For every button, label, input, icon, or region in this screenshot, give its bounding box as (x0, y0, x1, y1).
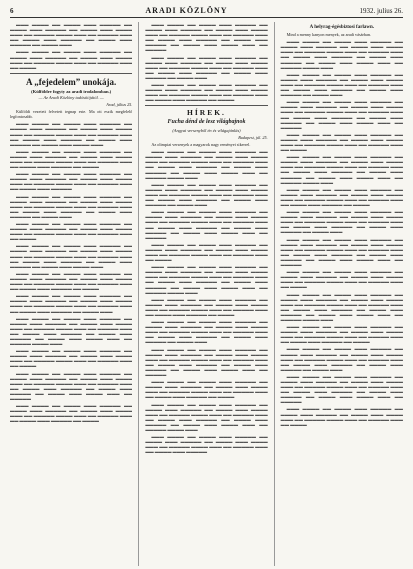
article-text-block: ▬▬▬ ▬▬▬▬ ▬▬ ▬▬▬▬ ▬▬▬ ▬▬▬▬▬ ▬▬ ▬▬▬▬ ▬▬▬ ▬▬▬▬▬ ▬▬ ▬▬▬▬ ▬▬▬ ▬▬▬▬ ▬▬▬ ▬▬ ▬▬▬▬▬ ▬▬▬▬ ▬▬▬ ▬▬ ▬▬▬▬▬ ▬▬▬ ▬▬ ▬▬▬▬ ▬▬▬ ▬▬▬▬▬ ▬▬ ▬▬▬▬ ▬▬▬ ▬▬▬▬▬ ▬▬ ▬▬▬▬ ▬▬▬ ▬▬▬▬ ▬▬▬ ▬▬ ▬▬▬▬▬ ▬▬▬▬ ▬▬▬ ▬▬▬ ▬▬▬▬ ▬▬ ▬▬▬▬ ▬▬▬ ▬▬▬▬▬ ▬▬ ▬▬▬▬ ▬▬▬ ▬▬▬▬▬ ▬▬ ▬▬▬▬ ▬▬▬ ▬▬▬▬ ▬▬▬ ▬▬ ▬▬▬▬▬ ▬▬▬▬ ▬▬▬ ▬▬ ▬▬▬▬▬ ▬▬▬ ▬▬ ▬▬▬▬ ▬▬▬ ▬▬▬▬▬ ▬▬ ▬▬▬▬ ▬▬▬ ▬▬▬▬▬ ▬▬ ▬▬▬▬ ▬▬▬ ▬▬▬ ▬▬▬▬ ▬▬ ▬▬▬▬ ▬▬▬ ▬▬▬▬▬ ▬▬ ▬▬▬▬ ▬▬▬ ▬▬▬▬▬ ▬▬ ▬▬▬▬ ▬▬▬ ▬▬▬▬ ▬▬▬ ▬▬ ▬▬▬▬▬ ▬▬▬▬ ▬▬▬ ▬▬ ▬▬▬▬▬ ▬▬▬ ▬▬ ▬▬▬▬ ▬▬▬ ▬▬▬▬▬ ▬▬ ▬▬▬▬ ▬▬▬ ▬▬▬▬▬ ▬▬ ▬▬▬▬ ▬▬▬ ▬▬▬▬ ▬▬▬ ▬▬ ▬▬▬▬▬ ▬▬▬ ▬▬▬▬ ▬▬ ▬▬▬▬ ▬▬▬ ▬▬▬▬▬ ▬▬ ▬▬▬▬ ▬▬▬ ▬▬▬▬▬ ▬▬ ▬▬▬▬ ▬▬▬ ▬▬▬▬ ▬▬▬ ▬▬ ▬▬▬▬▬ ▬▬▬▬ ▬▬▬ ▬▬ ▬▬▬▬▬ ▬▬▬ ▬▬ ▬▬▬▬ ▬▬▬ ▬▬▬▬ ▬▬ ▬▬▬▬ ▬▬▬ ▬▬▬▬▬ ▬▬ ▬▬▬▬ ▬▬▬ ▬▬▬▬▬ ▬▬ ▬▬▬▬ ▬▬▬ ▬▬▬▬ ▬▬▬ ▬▬ ▬▬▬▬▬ ▬▬▬▬ ▬▬▬ ▬▬ ▬▬▬▬▬ ▬▬▬ ▬▬ ▬▬▬▬ ▬▬▬ ▬▬▬▬▬ ▬▬ ▬▬▬▬ ▬▬▬ ▬▬▬▬▬ ▬▬ ▬▬▬▬ ▬▬▬ ▬▬▬▬ ▬▬▬ ▬▬ ▬▬▬▬▬ ▬▬▬▬ ▬▬▬ ▬▬▬ ▬▬▬▬ ▬▬ ▬▬▬▬ ▬▬▬ ▬▬▬▬▬ ▬▬ ▬▬▬▬ ▬▬▬ ▬▬▬▬▬ ▬▬ ▬▬▬▬ ▬▬▬ ▬▬▬▬ ▬▬▬ ▬▬ ▬▬▬▬▬ ▬▬▬▬ ▬▬▬ ▬▬ ▬▬▬▬▬ ▬▬▬ ▬▬ ▬▬▬▬ ▬▬▬ ▬▬▬▬▬ ▬▬ ▬▬▬▬ ▬▬▬ ▬▬▬▬ ▬▬ ▬▬▬▬ ▬▬▬ ▬▬▬▬▬ ▬▬ ▬▬▬▬ ▬▬▬ ▬▬▬▬▬ ▬▬ ▬▬▬▬ ▬▬▬ ▬▬▬▬ ▬▬▬ ▬▬ ▬▬▬▬▬ ▬▬▬▬ ▬▬▬ ▬▬ ▬▬▬▬▬ ▬▬▬ ▬▬ ▬▬▬▬ ▬▬▬ ▬▬▬▬▬ ▬▬ ▬▬▬▬ ▬▬▬ ▬▬▬▬▬ ▬▬ ▬▬▬▬ ▬▬▬ ▬▬▬ ▬▬▬▬ ▬▬ ▬▬▬▬ ▬▬▬ ▬▬▬▬▬ ▬▬ ▬▬▬▬ ▬▬▬ ▬▬▬▬▬ ▬▬ ▬▬▬▬ ▬▬▬ ▬▬▬▬ ▬▬▬ ▬▬ ▬▬▬▬▬ ▬▬▬▬ ▬▬▬ ▬▬ ▬▬▬▬▬ ▬▬▬ ▬▬ ▬▬▬▬ ▬▬▬ ▬▬▬▬▬ ▬▬ ▬▬▬▬ ▬▬▬ ▬▬▬▬▬ ▬▬ ▬▬▬▬ ▬▬▬ ▬▬▬▬ ▬▬▬ ▬▬ ▬▬▬▬▬ ▬▬▬ ▬▬▬▬ ▬▬ ▬▬▬▬ ▬▬▬ ▬▬▬▬▬ ▬▬ ▬▬▬▬ ▬▬▬ ▬▬▬▬▬ ▬▬ ▬▬▬▬ ▬▬▬ ▬▬▬▬ ▬▬▬ ▬▬ ▬▬▬▬▬ ▬▬▬▬ ▬▬▬ ▬▬ ▬▬▬▬▬ ▬▬▬ ▬▬ ▬▬▬▬ ▬▬▬ ▬▬▬▬▬ ▬▬ ▬▬▬▬ ▬▬▬ ▬▬▬▬ ▬▬ ▬▬▬▬ ▬▬▬ ▬▬▬▬▬ ▬▬ ▬▬▬▬ ▬▬▬ ▬▬▬▬▬ ▬▬ ▬▬▬▬ ▬▬▬ ▬▬▬▬ ▬▬▬ ▬▬ ▬▬▬▬▬ ▬▬▬▬ ▬▬▬ ▬▬ ▬▬▬▬▬ ▬▬▬ ▬▬ ▬▬▬▬ ▬▬▬ ▬▬▬▬▬ ▬▬ ▬▬▬▬ ▬▬▬ ▬▬▬▬▬ ▬▬ ▬▬▬▬ ▬▬▬ ▬▬▬▬ ▬▬▬ ▬▬ ▬▬▬▬▬ ▬▬▬▬ ▬▬▬ ▬▬▬ ▬▬▬▬ ▬▬ ▬▬▬▬ ▬▬▬ ▬▬▬▬▬ ▬▬ ▬▬▬▬ ▬▬▬ ▬▬▬▬▬ ▬▬ ▬▬▬▬ ▬▬▬ ▬▬▬▬ ▬▬▬ ▬▬ ▬▬▬▬▬ ▬▬▬▬ ▬▬▬ ▬▬ ▬▬▬▬▬ ▬▬▬ ▬▬ ▬▬▬▬ ▬▬▬ ▬▬▬▬▬ (145, 149, 268, 455)
page-number: 6 (10, 7, 14, 15)
article-heading: A helyrag-égésbiztosi farlawn. (309, 25, 374, 30)
article-text-block: ▬▬▬ ▬▬▬▬ ▬▬ ▬▬▬▬ ▬▬▬ ▬▬▬▬▬ ▬▬ ▬▬▬▬ ▬▬▬ ▬▬▬▬▬ ▬▬ ▬▬▬▬ ▬▬▬ ▬▬▬▬ ▬▬▬ ▬▬ ▬▬▬▬▬ ▬▬▬▬ ▬▬▬ ▬▬ ▬▬▬▬▬ ▬▬▬ ▬▬ ▬▬▬▬ ▬▬▬ ▬▬▬▬▬ ▬▬ ▬▬▬▬ ▬▬▬ ▬▬▬▬▬ ▬▬ ▬▬▬▬ ▬▬▬ ▬▬▬▬ ▬▬▬ ▬▬ ▬▬▬▬▬ ▬▬▬ ▬▬▬▬ ▬▬ ▬▬▬▬ ▬▬▬ ▬▬▬▬▬ ▬▬ ▬▬▬▬ ▬▬▬ ▬▬▬▬▬ ▬▬ ▬▬▬▬ ▬▬▬ ▬▬▬▬ ▬▬▬ ▬▬ ▬▬▬▬▬ ▬▬▬▬ ▬▬▬ ▬▬ ▬▬▬▬▬ ▬▬▬ ▬▬ ▬▬▬▬ ▬▬▬ ▬▬▬▬▬ ▬▬ ▬▬▬▬ ▬▬▬ ▬▬▬▬▬ ▬▬ ▬▬▬▬ ▬▬▬ ▬▬▬ ▬▬▬▬ ▬▬ ▬▬▬▬ ▬▬▬ ▬▬▬▬▬ ▬▬ ▬▬▬▬ ▬▬▬ ▬▬▬▬▬ ▬▬ ▬▬▬▬ ▬▬▬ ▬▬▬▬ ▬▬▬ ▬▬ ▬▬▬▬▬ ▬▬▬▬ ▬▬▬ ▬▬ ▬▬▬▬▬ ▬▬▬ ▬▬ ▬▬▬▬ ▬▬▬ ▬▬▬▬▬ ▬▬ ▬▬▬▬ (145, 22, 268, 103)
column-2 (138, 22, 267, 566)
article-lead: Mind a menny kanyon menyek, az aradi vásárban. (286, 32, 371, 38)
article-subheading: (Külföldre fogyty az aradi irodalomban.) (31, 88, 112, 94)
issue-date: 1932. julius 26. (359, 7, 403, 15)
article-byline: — Az Aradi Közlöny tudósítójától. — (38, 94, 104, 100)
article-text-block: ▬▬▬ ▬▬▬▬ ▬▬ ▬▬▬▬ ▬▬▬ ▬▬▬▬▬ ▬▬ ▬▬▬▬ ▬▬▬ ▬▬▬▬▬ ▬▬ ▬▬▬▬ ▬▬▬ ▬▬▬▬ ▬▬▬ ▬▬ ▬▬▬▬▬ ▬▬▬▬ ▬▬▬ ▬▬ ▬▬▬▬▬ ▬▬▬ ▬▬ ▬▬▬▬ ▬▬▬ ▬▬▬▬▬ ▬▬ ▬▬▬▬ ▬▬▬ ▬▬▬▬▬ ▬▬ ▬▬▬▬ ▬▬▬ ▬▬▬ ▬▬▬▬ ▬▬ ▬▬▬▬ ▬▬▬ ▬▬▬▬▬ ▬▬ ▬▬▬▬ ▬▬▬ ▬▬▬▬▬ ▬▬ ▬▬▬▬ ▬▬▬ ▬▬▬▬ ▬▬▬ ▬▬ ▬▬▬▬▬ ▬▬▬▬ ▬▬▬ ▬▬ ▬▬▬▬▬ ▬▬▬ ▬▬ ▬▬▬▬ (10, 22, 133, 70)
columns (10, 22, 403, 566)
article-lead: Az olimpiai versenyek a magyarok nagy reményei sikerrel. (151, 142, 251, 148)
divider (10, 73, 132, 74)
column-1 (10, 22, 132, 566)
article-subheading: (Angyai versenyből én és világajánlás) (172, 127, 241, 133)
column-3 (274, 22, 403, 566)
article-text-block: ▬▬▬ ▬▬▬▬ ▬▬ ▬▬▬▬ ▬▬▬ ▬▬▬▬▬ ▬▬ ▬▬▬▬ ▬▬▬ ▬▬▬▬▬ ▬▬ ▬▬▬▬ ▬▬▬ ▬▬▬▬ ▬▬▬ ▬▬ ▬▬▬▬▬ ▬▬▬▬ ▬▬▬ ▬▬ ▬▬▬▬▬ ▬▬▬ ▬▬ ▬▬▬▬ ▬▬▬ ▬▬▬▬▬ ▬▬ ▬▬▬▬ ▬▬▬ ▬▬▬▬▬ ▬▬ ▬▬▬▬ ▬▬▬ ▬▬▬▬ ▬▬▬ ▬▬▬ ▬▬▬▬ ▬▬ ▬▬▬▬ ▬▬▬ ▬▬▬▬▬ ▬▬ ▬▬▬▬ ▬▬▬ ▬▬▬▬▬ ▬▬ ▬▬▬▬ ▬▬▬ ▬▬▬▬ ▬▬▬ ▬▬ ▬▬▬▬▬ ▬▬▬▬ ▬▬▬ ▬▬ ▬▬▬▬▬ ▬▬▬ ▬▬ ▬▬▬▬ ▬▬▬ ▬▬▬▬▬ ▬▬ ▬▬▬▬ ▬▬▬ ▬▬▬▬ ▬▬ ▬▬▬▬ ▬▬▬ ▬▬▬▬▬ ▬▬ ▬▬▬▬ ▬▬▬ ▬▬▬▬▬ ▬▬ ▬▬▬▬ ▬▬▬ ▬▬▬▬ ▬▬▬ ▬▬ ▬▬▬▬▬ ▬▬▬▬ ▬▬▬ ▬▬ ▬▬▬▬▬ ▬▬▬ ▬▬ ▬▬▬▬ ▬▬▬ ▬▬▬▬▬ ▬▬▬ ▬▬▬▬ ▬▬ ▬▬▬▬ ▬▬▬ ▬▬▬▬▬ ▬▬ ▬▬▬▬ ▬▬▬ ▬▬▬▬▬ ▬▬ ▬▬▬▬ ▬▬▬ ▬▬▬▬ ▬▬▬ ▬▬ ▬▬▬▬▬ ▬▬▬▬ ▬▬▬ ▬▬ ▬▬▬▬▬ ▬▬▬ ▬▬ ▬▬▬▬ ▬▬▬ ▬▬▬▬▬ ▬▬ ▬▬▬▬ ▬▬▬ ▬▬▬▬▬ ▬▬ ▬▬▬▬ ▬▬▬ ▬▬▬ ▬▬▬▬ ▬▬ ▬▬▬▬ ▬▬▬ ▬▬▬▬▬ ▬▬ ▬▬▬▬ ▬▬▬ ▬▬▬▬▬ ▬▬ ▬▬▬▬ ▬▬▬ ▬▬▬▬ ▬▬▬ ▬▬ ▬▬▬▬▬ ▬▬▬▬ ▬▬▬ ▬▬ ▬▬▬▬▬ ▬▬▬ ▬▬ ▬▬▬▬ ▬▬▬ ▬▬▬▬ ▬▬ ▬▬▬▬ ▬▬▬ ▬▬▬▬▬ ▬▬ ▬▬▬▬ ▬▬▬ ▬▬▬▬▬ ▬▬ ▬▬▬▬ ▬▬▬ ▬▬▬▬ ▬▬▬ ▬▬ ▬▬▬▬▬ ▬▬▬▬ ▬▬▬ ▬▬ ▬▬▬▬▬ ▬▬▬ ▬▬ ▬▬▬▬ ▬▬▬ ▬▬▬▬▬ ▬▬ ▬▬▬▬ ▬▬▬ ▬▬▬▬▬ ▬▬ ▬▬▬▬ ▬▬▬ ▬▬▬▬ ▬▬▬ ▬▬▬ ▬▬▬▬ ▬▬ ▬▬▬▬ ▬▬▬ ▬▬▬▬▬ ▬▬ ▬▬▬▬ ▬▬▬ ▬▬▬▬▬ ▬▬ ▬▬▬▬ ▬▬▬ ▬▬▬▬ ▬▬▬ ▬▬ ▬▬▬▬▬ ▬▬▬▬ ▬▬▬ ▬▬ ▬▬▬▬▬ ▬▬▬ ▬▬ ▬▬▬▬ ▬▬▬ ▬▬▬▬▬ ▬▬ ▬▬▬▬ ▬▬▬ ▬▬▬▬ ▬▬ ▬▬▬▬ ▬▬▬ ▬▬▬▬▬ ▬▬ ▬▬▬▬ ▬▬▬ ▬▬▬▬▬ ▬▬ ▬▬▬▬ ▬▬▬ ▬▬▬▬ ▬▬▬ ▬▬ ▬▬▬▬▬ ▬▬▬▬ ▬▬▬ ▬▬ ▬▬▬▬▬ ▬▬▬ ▬▬ ▬▬▬▬ ▬▬▬ ▬▬▬▬▬ ▬▬ ▬▬▬▬ ▬▬▬ ▬▬▬ ▬▬▬▬ ▬▬ ▬▬▬▬ ▬▬▬ ▬▬▬▬▬ ▬▬ ▬▬▬▬ ▬▬▬ ▬▬▬▬▬ ▬▬ ▬▬▬▬ ▬▬▬ ▬▬▬▬ ▬▬▬ ▬▬ ▬▬▬▬▬ ▬▬▬▬ ▬▬▬ ▬▬ ▬▬▬▬▬ ▬▬▬ ▬▬ ▬▬▬▬ ▬▬▬ ▬▬▬▬▬ ▬▬ ▬▬▬▬ ▬▬▬ ▬▬▬▬▬ ▬▬ ▬▬▬▬ ▬▬▬ ▬▬▬▬ ▬▬▬ ▬▬ ▬▬▬▬▬ ▬▬▬▬ ▬▬▬ ▬▬▬ ▬▬▬▬ ▬▬ ▬▬▬▬ ▬▬▬ ▬▬▬▬▬ ▬▬ ▬▬▬▬ ▬▬▬ ▬▬▬▬▬ ▬▬ ▬▬▬▬ ▬▬▬ ▬▬▬▬ ▬▬▬ ▬▬ ▬▬▬▬▬ ▬▬▬▬ ▬▬▬ ▬▬ ▬▬▬▬▬ ▬▬▬ ▬▬ ▬▬▬▬ ▬▬▬ ▬▬▬▬ ▬▬ ▬▬▬▬ ▬▬▬ ▬▬▬▬▬ ▬▬ ▬▬▬▬ ▬▬▬ ▬▬▬▬▬ ▬▬ ▬▬▬▬ ▬▬▬ ▬▬▬▬ ▬▬▬ ▬▬ ▬▬▬▬▬ ▬▬▬▬ ▬▬▬ ▬▬ ▬▬▬▬▬ ▬▬▬ ▬▬ ▬▬▬▬ ▬▬▬ ▬▬▬▬▬ ▬▬ ▬▬▬▬ ▬▬▬ ▬▬▬▬▬ ▬▬ ▬▬▬▬ ▬▬▬ ▬▬▬▬ ▬▬▬ ▬▬ ▬▬▬▬▬ ▬▬▬ ▬▬▬▬ ▬▬ ▬▬▬▬ ▬▬▬ ▬▬▬▬▬ ▬▬ ▬▬▬▬ ▬▬▬ ▬▬▬▬▬ ▬▬ ▬▬▬▬ ▬▬▬ ▬▬▬▬ ▬▬▬ ▬▬ ▬▬▬▬▬ ▬▬▬▬ ▬▬▬ ▬▬ ▬▬▬▬▬ ▬▬▬ ▬▬ ▬▬▬▬ ▬▬▬ ▬▬▬▬▬ ▬▬ ▬▬▬▬ (10, 121, 133, 424)
divider (145, 105, 267, 106)
article-text-block: ▬▬▬ ▬▬▬▬ ▬▬ ▬▬▬▬ ▬▬▬ ▬▬▬▬▬ ▬▬ ▬▬▬▬ ▬▬▬ ▬▬▬▬▬ ▬▬ ▬▬▬▬ ▬▬▬ ▬▬▬▬ ▬▬▬ ▬▬ ▬▬▬▬▬ ▬▬▬▬ ▬▬▬ ▬▬ ▬▬▬▬▬ ▬▬▬ ▬▬ ▬▬▬▬ ▬▬▬ ▬▬▬▬▬ ▬▬ ▬▬▬▬ ▬▬▬ ▬▬▬▬▬ ▬▬ ▬▬▬▬ ▬▬▬ ▬▬▬▬ ▬▬▬ ▬▬ ▬▬▬▬▬ ▬▬▬▬ ▬▬▬ ▬▬▬ ▬▬▬▬ ▬▬ ▬▬▬▬ ▬▬▬ ▬▬▬▬▬ ▬▬ ▬▬▬▬ ▬▬▬ ▬▬▬▬▬ ▬▬ ▬▬▬▬ ▬▬▬ ▬▬▬▬ ▬▬▬ ▬▬ ▬▬▬▬▬ ▬▬▬▬ ▬▬▬ ▬▬ ▬▬▬▬▬ ▬▬▬ ▬▬ ▬▬▬▬ ▬▬▬ ▬▬▬▬▬ ▬▬ ▬▬▬▬ ▬▬▬ ▬▬▬▬▬ ▬▬ ▬▬▬▬ ▬▬▬ ▬▬▬ ▬▬▬▬ ▬▬ ▬▬▬▬ ▬▬▬ ▬▬▬▬▬ ▬▬ ▬▬▬▬ ▬▬▬ ▬▬▬▬▬ ▬▬ ▬▬▬▬ ▬▬▬ ▬▬▬▬ ▬▬▬ ▬▬ ▬▬▬▬▬ ▬▬▬▬ ▬▬▬ ▬▬ ▬▬▬▬▬ ▬▬▬ ▬▬ ▬▬▬▬ ▬▬▬ ▬▬▬▬▬ ▬▬ ▬▬▬▬ ▬▬▬ ▬▬▬▬▬ ▬▬ ▬▬▬▬ ▬▬▬ ▬▬▬▬ ▬▬▬ ▬▬ ▬▬▬▬▬ ▬▬▬ ▬▬▬▬ ▬▬ ▬▬▬▬ ▬▬▬ ▬▬▬▬▬ ▬▬ ▬▬▬▬ ▬▬▬ ▬▬▬▬▬ ▬▬ ▬▬▬▬ ▬▬▬ ▬▬▬▬ ▬▬▬ ▬▬ ▬▬▬▬▬ ▬▬▬▬ ▬▬▬ ▬▬ ▬▬▬▬▬ ▬▬▬ ▬▬ ▬▬▬▬ ▬▬▬ ▬▬▬▬ ▬▬ ▬▬▬▬ ▬▬▬ ▬▬▬▬▬ ▬▬ ▬▬▬▬ ▬▬▬ ▬▬▬▬▬ ▬▬ ▬▬▬▬ ▬▬▬ ▬▬▬▬ ▬▬▬ ▬▬ ▬▬▬▬▬ ▬▬▬▬ ▬▬▬ ▬▬ ▬▬▬▬▬ ▬▬▬ ▬▬ ▬▬▬▬ ▬▬▬ ▬▬▬▬▬ ▬▬ ▬▬▬▬ ▬▬▬ ▬▬▬▬▬ ▬▬ ▬▬▬▬ ▬▬▬ ▬▬▬▬ ▬▬▬ ▬▬ ▬▬▬▬▬ ▬▬▬▬ ▬▬▬ ▬▬▬ ▬▬▬▬ ▬▬ ▬▬▬▬ ▬▬▬ ▬▬▬▬▬ ▬▬ ▬▬▬▬ ▬▬▬ ▬▬▬▬▬ ▬▬ ▬▬▬▬ ▬▬▬ ▬▬▬▬ ▬▬▬ ▬▬ ▬▬▬▬▬ ▬▬▬▬ ▬▬▬ ▬▬ ▬▬▬▬▬ ▬▬▬ ▬▬ ▬▬▬▬ ▬▬▬ ▬▬▬▬▬ ▬▬ ▬▬▬▬ ▬▬▬ ▬▬▬▬ ▬▬ ▬▬▬▬ ▬▬▬ ▬▬▬▬▬ ▬▬ ▬▬▬▬ ▬▬▬ ▬▬▬▬▬ ▬▬ ▬▬▬▬ ▬▬▬ ▬▬▬▬ ▬▬▬ ▬▬ ▬▬▬▬▬ ▬▬▬▬ ▬▬▬ ▬▬ ▬▬▬▬▬ ▬▬▬ ▬▬ ▬▬▬▬ ▬▬▬ ▬▬▬▬▬ ▬▬ ▬▬▬▬ ▬▬▬ ▬▬▬▬▬ ▬▬ ▬▬▬▬ ▬▬▬ ▬▬▬ ▬▬▬▬ ▬▬ ▬▬▬▬ ▬▬▬ ▬▬▬▬▬ ▬▬ ▬▬▬▬ ▬▬▬ ▬▬▬▬▬ ▬▬ ▬▬▬▬ ▬▬▬ ▬▬▬▬ ▬▬▬ ▬▬ ▬▬▬▬▬ ▬▬▬▬ ▬▬▬ ▬▬ ▬▬▬▬▬ ▬▬▬ ▬▬ ▬▬▬▬ ▬▬▬ ▬▬▬▬▬ ▬▬ ▬▬▬▬ ▬▬▬ ▬▬▬▬▬ ▬▬ ▬▬▬▬ ▬▬▬ ▬▬▬▬ ▬▬▬ ▬▬ ▬▬▬▬▬ ▬▬▬ ▬▬▬▬ ▬▬ ▬▬▬▬ ▬▬▬ ▬▬▬▬▬ ▬▬ ▬▬▬▬ ▬▬▬ ▬▬▬▬▬ ▬▬ ▬▬▬▬ ▬▬▬ ▬▬▬▬ ▬▬▬ ▬▬ ▬▬▬▬▬ ▬▬▬▬ ▬▬▬ ▬▬ ▬▬▬▬▬ ▬▬▬ ▬▬ ▬▬▬▬ ▬▬▬ ▬▬▬▬ ▬▬ ▬▬▬▬ ▬▬▬ ▬▬▬▬▬ ▬▬ ▬▬▬▬ ▬▬▬ ▬▬▬▬▬ ▬▬ ▬▬▬▬ ▬▬▬ ▬▬▬▬ ▬▬▬ ▬▬ ▬▬▬▬▬ ▬▬▬▬ ▬▬▬ ▬▬ ▬▬▬▬▬ ▬▬▬ ▬▬ ▬▬▬▬ ▬▬▬ ▬▬▬▬▬ ▬▬ ▬▬▬▬ ▬▬▬ ▬▬▬▬▬ ▬▬ ▬▬▬▬ ▬▬▬ ▬▬▬▬ ▬▬▬ ▬▬ ▬▬▬▬▬ ▬▬▬▬ ▬▬▬ ▬▬▬ ▬▬▬▬ ▬▬ ▬▬▬▬ ▬▬▬ ▬▬▬▬▬ ▬▬ ▬▬▬▬ ▬▬▬ ▬▬▬▬▬ ▬▬ ▬▬▬▬ ▬▬▬ ▬▬▬▬ ▬▬▬ ▬▬ ▬▬▬▬▬ ▬▬▬▬ ▬▬▬ ▬▬ ▬▬▬▬▬ ▬▬▬ ▬▬ ▬▬▬▬ ▬▬▬ ▬▬▬▬▬ ▬▬ ▬▬▬▬ ▬▬▬ ▬▬▬▬ ▬▬ ▬▬▬▬ ▬▬▬ ▬▬▬▬▬ ▬▬ ▬▬▬▬ ▬▬▬ ▬▬▬▬▬ ▬▬ ▬▬▬▬ ▬▬▬ ▬▬▬▬ ▬▬▬ ▬▬ ▬▬▬▬▬ ▬▬▬▬ ▬▬▬ ▬▬ ▬▬▬▬▬ ▬▬▬ ▬▬ ▬▬▬▬ ▬▬▬ ▬▬▬▬▬ ▬▬ ▬▬▬▬ ▬▬▬ ▬▬▬▬▬ ▬▬ ▬▬▬▬ ▬▬▬ ▬▬▬ ▬▬▬▬ ▬▬ ▬▬▬▬ ▬▬▬ ▬▬▬▬▬ ▬▬ ▬▬▬▬ ▬▬▬ ▬▬▬▬▬ ▬▬ ▬▬▬▬ ▬▬▬ ▬▬▬▬ ▬▬▬ ▬▬ ▬▬▬▬▬ ▬▬▬▬ ▬▬▬ ▬▬ ▬▬▬▬▬ ▬▬▬ ▬▬ ▬▬▬▬ ▬▬▬ ▬▬▬▬▬ ▬▬ ▬▬▬▬ ▬▬▬ ▬▬▬▬▬ ▬▬ ▬▬▬▬ ▬▬▬ ▬▬▬▬ ▬▬▬ ▬▬ ▬▬▬▬▬ ▬▬▬ ▬▬▬▬ ▬▬ ▬▬▬▬ ▬▬▬ ▬▬▬▬▬ ▬▬ ▬▬▬▬ ▬▬▬ ▬▬▬▬▬ ▬▬ ▬▬▬▬ ▬▬▬ ▬▬▬▬ ▬▬▬ ▬▬ ▬▬▬▬▬ ▬▬▬▬ ▬▬▬ ▬▬ ▬▬▬▬▬ ▬▬▬ ▬▬ ▬▬▬▬ (280, 39, 403, 427)
article-heading: A „fejedelem” unokája. (26, 76, 117, 87)
article-dateline: Budapest, júl. 25. (238, 135, 268, 140)
masthead (10, 6, 403, 18)
article-dateline: Arad, július 25. (106, 102, 133, 108)
article-heading: Fucha dénd de lesz világbajnok (167, 119, 246, 126)
section-heading: HÍREK. (187, 108, 226, 118)
article-lead: Külföldi vezetett felvetett tegnap este. Ma ott eszik megfelelő legfontosabb. (10, 109, 133, 120)
paper-title: ARADI KÖZLÖNY (145, 6, 228, 15)
